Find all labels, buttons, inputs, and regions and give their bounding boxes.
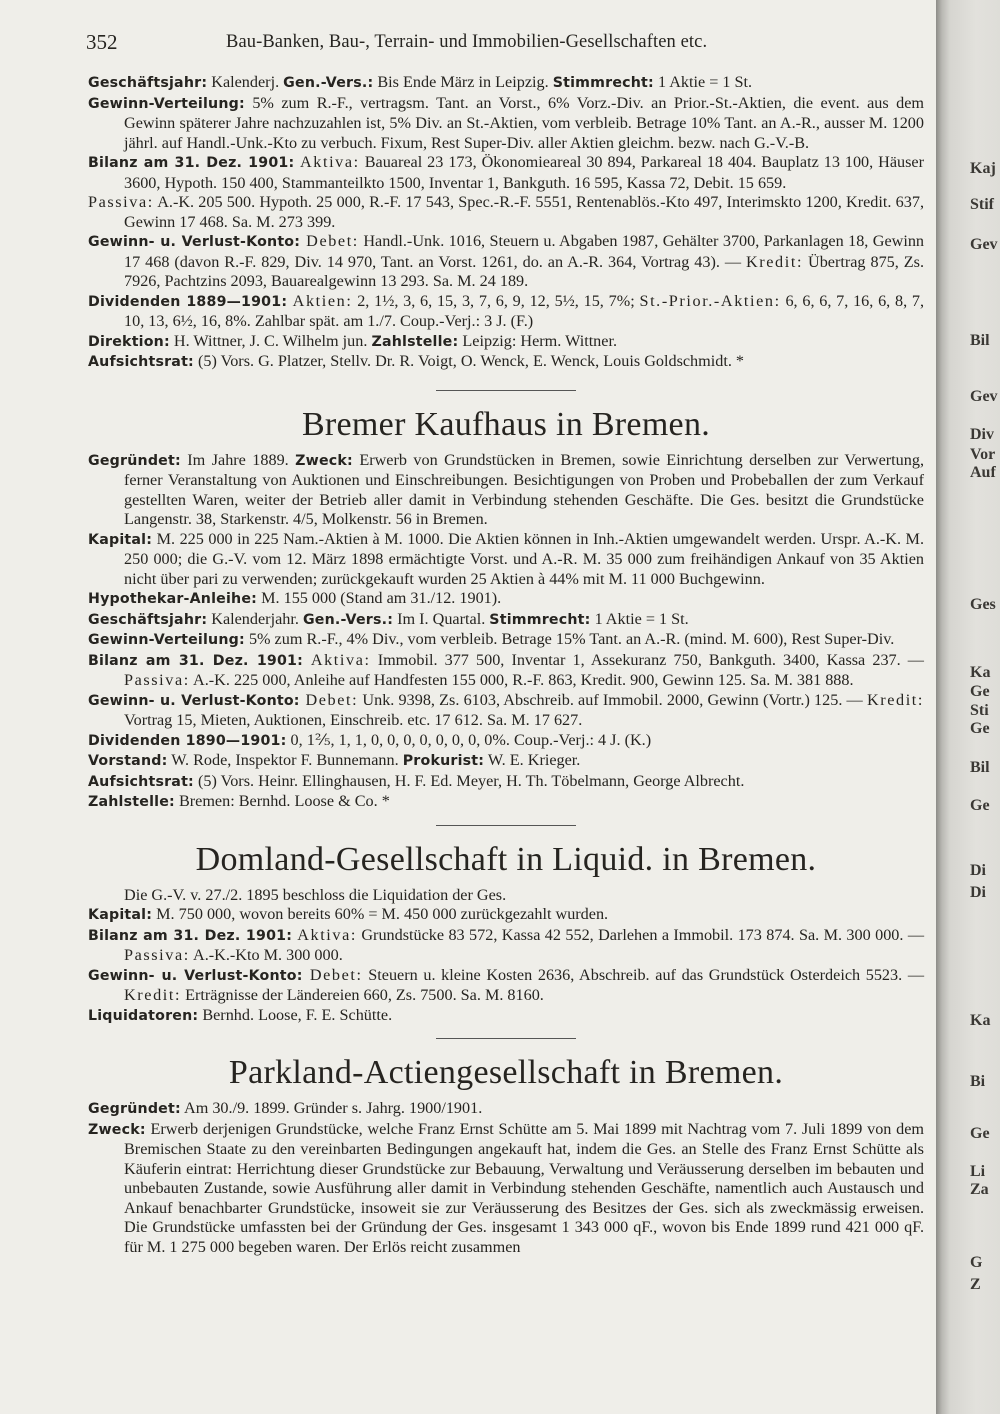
gewinn-verlust-text: Handl.-Unk. 1016, Steuern u. Abgaben 1987, Gehälter 3700, Parkanlagen 18, Gewinn 17 468 (davon R.-F. 829, Div. 14 970, Tant. an Vorst. 1261, do. an A.-R. 364, Vortrag 43). — (124, 232, 925, 271)
kapital-text: M. 750 000, wovon bereits 60% = M. 450 000 zurückgezahlt wurden. (152, 905, 609, 923)
adjacent-page-edge (936, 0, 1000, 1414)
passiva-text: A.-K. 205 500. Hypoth. 25 000, R.-F. 17 543, Spec.-R.-F. 5551, Rentenablös.-Kto 497, Interimskto 1200, Kredit. 637, Gewinn 17 468. Sa. M. 273 399. (124, 193, 924, 231)
gutter-label: Di (970, 862, 986, 879)
entry-domland (88, 886, 924, 1027)
gewinn-verlust-label: Gewinn- u. Verlust-Konto: (88, 692, 300, 709)
aufsichtsrat-text: (5) Vors. Heinr. Ellinghausen, H. F. Ed. Meyer, H. Th. Töbelmann, George Albrecht. (193, 771, 745, 790)
dividenden-text: 0, 1⅖, 1, 1, 0, 0, 0, 0, 0, 0, 0, 0%. Coup.-Verj.: 4 J. (K.) (286, 730, 652, 749)
geschaeftsjahr-label-2: Gen.-Vers.: (283, 75, 374, 91)
gutter-label: Vor (970, 446, 996, 463)
entry-intro (88, 886, 924, 906)
bilanz-sp: Aktiva: (303, 650, 371, 669)
separator-rule (436, 825, 576, 826)
bilanz-sp: Aktiva: (294, 153, 360, 171)
page-header (86, 30, 926, 60)
bilanz-label: Bilanz am 31. Dez. 1901: (88, 927, 293, 944)
hypothekar-anleihe-label: Hypothekar-Anleihe: (88, 591, 258, 607)
gutter-label: Di (970, 884, 986, 901)
running-head: Bau-Banken, Bau-, Terrain- und Immobilien-Gesellschaften etc. (226, 32, 708, 52)
entry-bilanz (88, 926, 924, 966)
separator-rule (436, 390, 576, 391)
kapital-label: Kapital: (88, 531, 153, 548)
hypothekar-anleihe-text: M. 155 000 (Stand am 31./12. 1901). (257, 589, 502, 607)
geschaeftsjahr-text: Kalenderj. (207, 73, 284, 91)
bilanz-text: Grundstücke 83 572, Kassa 42 552, Darlehen a Immobil. 173 874. Sa. M. 300 000. — (356, 925, 925, 944)
gutter-label: G (970, 1254, 983, 1271)
geschaeftsjahr-text-3: 1 Aktie = 1 St. (590, 609, 689, 628)
gutter-label: Kaj (970, 160, 996, 177)
entry-hypothekar-anleihe (88, 589, 924, 610)
liquidatoren-text: Bernhd. Loose, F. E. Schütte. (198, 1005, 393, 1024)
aufsichtsrat-text: (5) Vors. G. Platzer, Stellv. Dr. R. Voigt, O. Wenck, E. Wenck, Louis Goldschmidt. * (193, 352, 745, 370)
gutter-label: Ka (970, 664, 991, 681)
bilanz-label: Bilanz am 31. Dez. 1901: (88, 155, 295, 171)
zweck-label: Zweck: (88, 1121, 146, 1138)
entry-geschaeftsjahr (88, 610, 924, 631)
gewinn-verlust-text-2: Vortrag 15, Mieten, Auktionen, Einschreib. etc. 17 612. Sa. M. 17 627. (124, 711, 583, 729)
entry-bremer-kaufhaus (88, 451, 924, 813)
section-title-domland: Domland-Gesellschaft in Liquid. in Bremen. (195, 840, 817, 878)
entry-gewinn-verlust (88, 691, 924, 731)
gewinn-verlust-sp: Debet: (300, 232, 359, 250)
geschaeftsjahr-label-3: Stimmrecht: (489, 611, 591, 628)
page-number: 352 (86, 30, 118, 54)
page-text (88, 73, 924, 1257)
gegruendet-text-2: Erwerb von Grundstücken in Bremen, sowie Einrichtung derselben zur Verwertung, ferner Veranstaltung von Auktionen und Einschreibungen. Besichtigungen von Proben und Probeballen der zum Verkauf gestellten Waren, weiter der Betrieb aller damit in Verbindung stehenden Geschäfte. Die Ges. besitzt die Grundstücke Langenstr. 38, Starkenstr. 4/5, Molkenstr. 56 in Bremen. (124, 450, 924, 528)
gegruendet-text: Im Jahre 1889. (180, 450, 296, 469)
entry-gewinn-verteilung (88, 94, 924, 154)
aufsichtsrat-label: Aufsichtsrat: (88, 773, 194, 790)
entry-kapital (88, 530, 924, 590)
entry-bilanz (88, 651, 924, 691)
entry-gewinn-verlust (88, 232, 924, 292)
gewinn-verlust-text-2: Erträgnisse der Ländereien 660, Zs. 7500. Sa. M. 8160. (181, 986, 544, 1004)
gegruendet-text: Am 30./9. 1899. Gründer s. Jahrg. 1900/1901. (180, 1099, 483, 1117)
gewinn-verlust-text: Unk. 9398, Zs. 6103, Abschreib. auf Immobil. 2000, Gewinn (Vortr.) 125. — (358, 690, 867, 709)
gutter-label: Ka (970, 1012, 991, 1029)
bilanz-sp-2: Passiva: (124, 946, 190, 964)
geschaeftsjahr-label: Geschäftsjahr: (88, 611, 208, 628)
bilanz-text: Bauareal 23 173, Ökonomieareal 30 894, Parkareal 18 404. Bauplatz 13 100, Häuser 3600, Hypoth. 150 400, Stammanteilkto 1500, Inventar 1, Bankguth. 16 595, Kassa 72, Debit. 15 659. (124, 153, 924, 192)
gutter-label: Ge (970, 1125, 990, 1142)
gutter-label: Ge (970, 683, 990, 700)
kapital-text: M. 225 000 in 225 Nam.-Aktien à M. 1000. Die Aktien können in Inh.-Aktien umgewandelt werden. Urspr. A.-K. M. 250 000; die G.-V. vom 12. März 1898 ermächtigte Vorst. und A.-R. M. 35 000 zum freihändigen Ankauf von 35 Aktien nicht über pari zu verwenden; zurückgekauft wurden 25 Aktien à 44% mit M. 11 000 Buchgewinn. (124, 529, 924, 588)
dividenden-sp-2: St.-Prior.-Aktien: (639, 291, 781, 310)
entry-kapital (88, 905, 924, 926)
geschaeftsjahr-text-3: 1 Aktie = 1 St. (653, 73, 753, 91)
liquidatoren-label: Liquidatoren: (88, 1007, 199, 1024)
bilanz-text: Immobil. 377 500, Inventar 1, Assekuranz 750, Bankguth. 3400, Kassa 237. — (370, 650, 924, 669)
gewinn-verlust-sp-2: Kredit: (866, 690, 924, 709)
entry-aufsichtsrat (88, 352, 924, 373)
entry-zweck (88, 1120, 924, 1258)
vorstand-text-2: W. E. Krieger. (484, 751, 581, 769)
entry-parkland (88, 1099, 924, 1257)
bilanz-text-2: A.-K. 225 000, Anleihe auf Handfesten 155 000, R.-F. 863, Kredit. 900, Gewinn 125. Sa. M. 381 888. (189, 671, 854, 689)
gewinn-verlust-text: Steuern u. kleine Kosten 2636, Abschreib. auf das Grundstück Osterdeich 5523. — (362, 965, 925, 984)
gutter-label: Za (970, 1181, 989, 1198)
dividenden-text: 2, 1½, 3, 6, 15, 3, 7, 6, 9, 12, 5½, 15, 7%; (352, 291, 640, 310)
gegruendet-label: Gegründet: (88, 452, 181, 469)
entry-gewinn-verlust (88, 966, 924, 1006)
entry-gewinn-verteilung (88, 630, 924, 651)
direktion-text-2: Leipzig: Herm. Wittner. (458, 331, 618, 350)
direktion-text: H. Wittner, J. C. Wilhelm jun. (169, 331, 372, 350)
gewinn-verteilung-label: Gewinn-Verteilung: (88, 632, 245, 648)
gutter-label: Gev (970, 236, 998, 253)
gutter-label: Gev (970, 388, 998, 405)
dividenden-label: Dividenden 1889—1901: (88, 293, 288, 310)
separator-rule (436, 1038, 576, 1039)
entry-gegruendet (88, 451, 924, 530)
gewinn-verlust-sp-2: Kredit: (745, 252, 804, 271)
entry-passiva (88, 193, 924, 232)
gegruendet-label: Gegründet: (88, 1101, 181, 1117)
gutter-label: Z (970, 1276, 981, 1293)
entry-aufsichtsrat (88, 772, 924, 793)
gewinn-verteilung-text: 5% zum R.-F., 4% Div., vom verbleib. Betrage 15% Tant. an A.-R. (mind. M. 600), Rest Super-Div. (244, 630, 895, 648)
direktion-label-2: Zahlstelle: (371, 333, 459, 350)
geschaeftsjahr-label: Geschäftsjahr: (88, 75, 208, 91)
gutter-label: Ge (970, 720, 990, 737)
entry-continuation (88, 73, 924, 373)
gewinn-verlust-sp: Debet: (299, 690, 359, 709)
entry-direktion (88, 332, 924, 353)
gutter-label: Ges (970, 596, 996, 613)
dividenden-text-2: 6, 6, 6, 7, 16, 6, 8, 7, 10, 13, 6½, 16, 8%. Zahlbar spät. am 1./7. Coup.-Verj.: 3 J. (F.) (124, 291, 925, 330)
entry-vorstand (88, 751, 924, 772)
entry-liquidatoren (88, 1006, 924, 1027)
gutter-label: Ge (970, 797, 990, 814)
kapital-label: Kapital: (88, 907, 153, 923)
gutter-label: Bil (970, 759, 990, 776)
vorstand-label-2: Prokurist: (402, 753, 485, 769)
bilanz-sp: Aktiva: (292, 925, 357, 944)
geschaeftsjahr-label-3: Stimmrecht: (552, 75, 654, 91)
gegruendet-label-2: Zweck: (295, 452, 353, 469)
vorstand-text: W. Rode, Inspektor F. Bunnemann. (167, 751, 403, 769)
section-title-parkland: Parkland-Actiengesellschaft in Bremen. (228, 1054, 784, 1091)
entry-dividenden (88, 731, 924, 752)
gewinn-verlust-sp: Debet: (302, 965, 363, 984)
section-title-bremer-kaufhaus: Bremer Kaufhaus in Bremen. (301, 405, 711, 443)
gewinn-verteilung-text: 5% zum R.-F., vertragsm. Tant. an Vorst., 6% Vorz.-Div. an Prior.-St.-Aktien, die event. aus dem Gewinn späterer Jahre nachzuzahlen ist, 5% Div. an St.-Aktien, vom verbleib. Betrage 10% Tant. an A.-R., ausser M. 1200 jährl. auf Handl.-Unk.-Kto zu verbuch. Fixum, Rest Super-Div. aller Aktien gleichm. bezw. nach G.-V.-B. (124, 93, 924, 152)
bilanz-label: Bilanz am 31. Dez. 1901: (88, 652, 303, 669)
gutter-label: Bi (970, 1073, 986, 1090)
bilanz-sp-2: Passiva: (124, 671, 190, 689)
geschaeftsjahr-text: Kalenderjahr. (207, 609, 303, 628)
geschaeftsjahr-text-2: Im I. Quartal. (393, 609, 490, 628)
dividenden-label: Dividenden 1890—1901: (88, 732, 287, 749)
vorstand-label: Vorstand: (88, 753, 168, 769)
gewinn-verlust-sp-2: Kredit: (124, 986, 182, 1004)
gutter-label: Sti (970, 702, 989, 719)
entry-dividenden (88, 292, 924, 332)
entry-bilanz (88, 153, 924, 193)
gewinn-verlust-text-2: Übertrag 875, Zs. 7926, Pachtzins 2093, Bauarealgewinn 13 293. Sa. M. 24 189. (124, 252, 924, 290)
entry-geschaeftsjahr (88, 73, 924, 94)
gewinn-verlust-label: Gewinn- u. Verlust-Konto: (88, 967, 303, 984)
geschaeftsjahr-text-2: Bis Ende März in Leipzig. (373, 73, 553, 91)
gutter-label: Stif (970, 196, 994, 213)
zweck-text: Erwerb derjenigen Grundstücke, welche Franz Ernst Schütte am 5. Mai 1899 mit Nachtrag vom 7. Juli 1899 von dem Bremischen Staate zu den vereinbarten Bedingungen angekauft hat, indem die Ges. an Stelle des Franz Ernst Schütte als Käuferin eintrat: Herrichtung dieser Grundstücke zur Bebauung, Verwaltung und Veräusserung derselben im bebauten und unbebauten Zustande, sowie Ausführung aller damit in Verbindung stehenden Geschäfte, namentlich auch Austausch und Ankauf benachbarter Grundstücke, insoweit sie zur Veräusserung des Besitzes der Ges. sich als zweckmässig erweisen. Die Grundstücke umfassten bei der Gründung der Ges. insgesamt 1 343 000 qF., wovon bis Ende 1899 rund 421 000 qF. für M. 1 275 000 begeben waren. Der Erlös reicht zusammen (124, 1119, 924, 1256)
geschaeftsjahr-label-2: Gen.-Vers.: (302, 611, 394, 628)
gutter-label: Li (970, 1163, 986, 1180)
gewinn-verteilung-label: Gewinn-Verteilung: (88, 95, 245, 112)
gutter-label: Bil (970, 332, 990, 349)
gutter-label: Div (970, 426, 994, 443)
zahlstelle-label: Zahlstelle: (88, 794, 175, 810)
aufsichtsrat-label: Aufsichtsrat: (88, 354, 194, 370)
dividenden-sp: Aktien: (287, 291, 353, 310)
gewinn-verlust-label: Gewinn- u. Verlust-Konto: (88, 234, 301, 250)
direktion-label: Direktion: (88, 333, 170, 350)
passiva-sp: Passiva: (88, 193, 154, 211)
zahlstelle-text: Bremen: Bernhd. Loose & Co. * (174, 792, 390, 810)
intro-text: Die G.-V. v. 27./2. 1895 beschloss die Liquidation der Ges. (124, 885, 507, 904)
bilanz-text-2: A.-K.-Kto M. 300 000. (189, 946, 343, 964)
entry-zahlstelle (88, 792, 924, 813)
gutter-label: Auf (970, 464, 996, 481)
entry-gegruendet (88, 1099, 924, 1120)
